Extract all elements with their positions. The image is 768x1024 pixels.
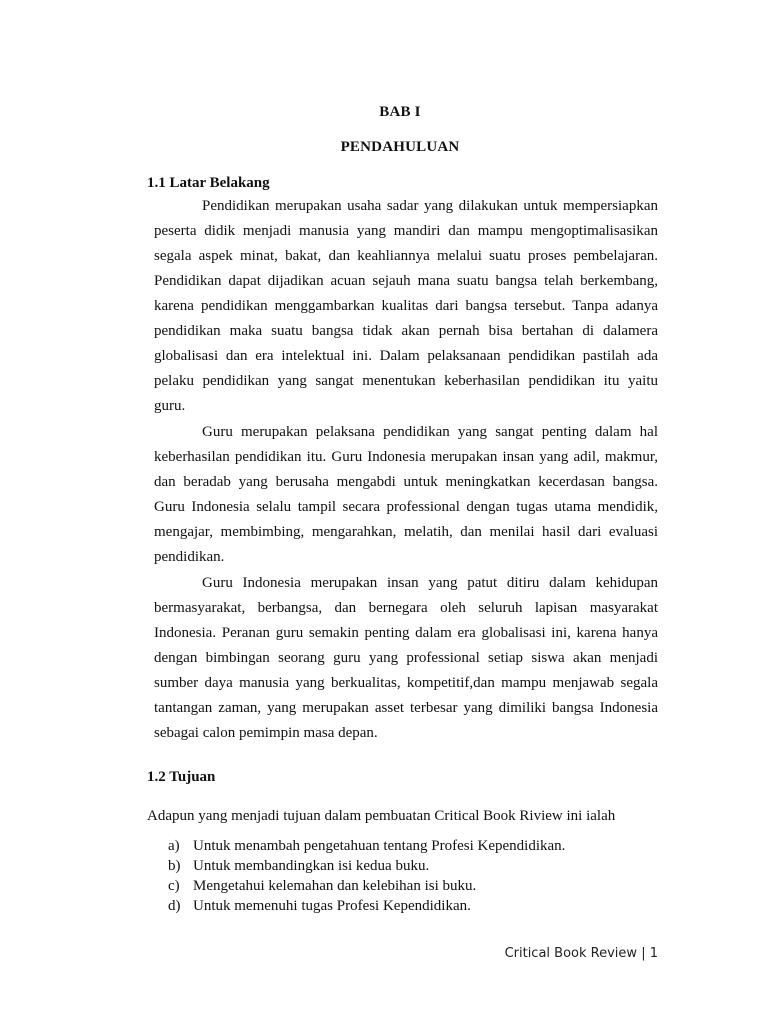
paragraph-line: sebagai calon pemimpin masa depan. <box>154 725 378 741</box>
paragraph-line: pelaku pendidikan yang sangat menentukan keberhasilan pendidikan itu yaitu <box>154 373 658 389</box>
chapter-number: BAB I <box>379 104 421 120</box>
paragraph-3 <box>154 571 658 746</box>
paragraph-line: guru. <box>154 398 186 414</box>
list-item <box>168 896 565 916</box>
list-marker: b) <box>168 858 181 874</box>
list-marker: d) <box>168 898 181 914</box>
paragraph-1 <box>154 194 658 419</box>
paragraph-line: sumber daya manusia yang berkualitas, kompetitif,dan mampu menjawab segala <box>154 675 658 691</box>
paragraph-line: Pendidikan dapat dijadikan acuan sejauh mana suatu bangsa telah berkembang, <box>154 273 658 289</box>
list-marker: a) <box>168 838 180 854</box>
paragraph-line: Guru Indonesia selalu tampil secara professional dengan tugas utama mendidik, <box>154 499 658 515</box>
section-title-latar-belakang: 1.1 Latar Belakang <box>147 175 270 191</box>
paragraph-line: bermasyarakat, berbangsa, dan bernegara oleh seluruh lapisan masyarakat <box>154 600 658 616</box>
list-item <box>168 856 565 876</box>
tujuan-intro: Adapun yang menjadi tujuan dalam pembuatan Critical Book Riview ini ialah <box>147 808 616 824</box>
paragraph-line: Indonesia. Peranan guru semakin penting dalam era globalisasi ini, karena hanya <box>154 625 658 641</box>
list-item-text: Untuk memenuhi tugas Profesi Kependidikan. <box>193 898 471 914</box>
footer-separator: | <box>641 946 646 961</box>
tujuan-list <box>168 836 565 916</box>
paragraph-line: tantangan zaman, yang merupakan asset terbesar yang dimiliki bangsa Indonesia <box>154 700 658 716</box>
paragraph-line: Guru merupakan pelaksana pendidikan yang sangat penting dalam hal <box>202 424 658 440</box>
list-item-text: Untuk membandingkan isi kedua buku. <box>193 858 430 874</box>
section-title-tujuan: 1.2 Tujuan <box>147 769 216 785</box>
chapter-title: PENDAHULUAN <box>340 139 460 155</box>
paragraph-line: pendidikan. <box>154 549 225 565</box>
paragraph-line: Guru Indonesia merupakan insan yang patut ditiru dalam kehidupan <box>202 575 658 591</box>
page-footer <box>505 946 658 961</box>
paragraph-line: segala aspek minat, bakat, dan keahliannya melalui suatu proses pembelajaran. <box>154 248 658 264</box>
list-item-text: Mengetahui kelemahan dan kelebihan isi buku. <box>193 878 477 894</box>
page-number: 1 <box>649 946 658 961</box>
list-item <box>168 836 565 856</box>
paragraph-line: keberhasilan pendidikan itu. Guru Indonesia merupakan insan yang adil, makmur, <box>154 449 658 465</box>
paragraph-line: dan beradab yang berusaha mengabdi untuk meningkatkan kecerdasan bangsa. <box>154 474 658 490</box>
paragraph-line: Pendidikan merupakan usaha sadar yang dilakukan untuk mempersiapkan <box>202 198 658 214</box>
paragraph-2 <box>154 420 658 570</box>
list-item <box>168 876 565 896</box>
paragraph-line: pendidikan maka suatu bangsa tidak akan pernah bisa bertahan di dalamera <box>154 323 658 339</box>
paragraph-line: karena pendidikan menggambarkan kualitas dari bangsa tersebut. Tanpa adanya <box>154 298 658 314</box>
paragraph-line: dengan bimbingan seorang guru yang professional setiap siswa akan menjadi <box>154 650 658 666</box>
footer-label: Critical Book Review <box>504 946 638 961</box>
paragraph-line: peserta didik menjadi manusia yang mandiri dan mampu mengoptimalisasikan <box>154 223 658 239</box>
paragraph-line: mengajar, membimbing, mengarahkan, melatih, dan menilai hasil dari evaluasi <box>154 524 658 540</box>
paragraph-line: globalisasi dan era intelektual ini. Dalam pelaksanaan pendidikan pastilah ada <box>154 348 658 364</box>
list-marker: c) <box>168 878 180 894</box>
list-item-text: Untuk menambah pengetahuan tentang Profesi Kependidikan. <box>193 838 566 854</box>
